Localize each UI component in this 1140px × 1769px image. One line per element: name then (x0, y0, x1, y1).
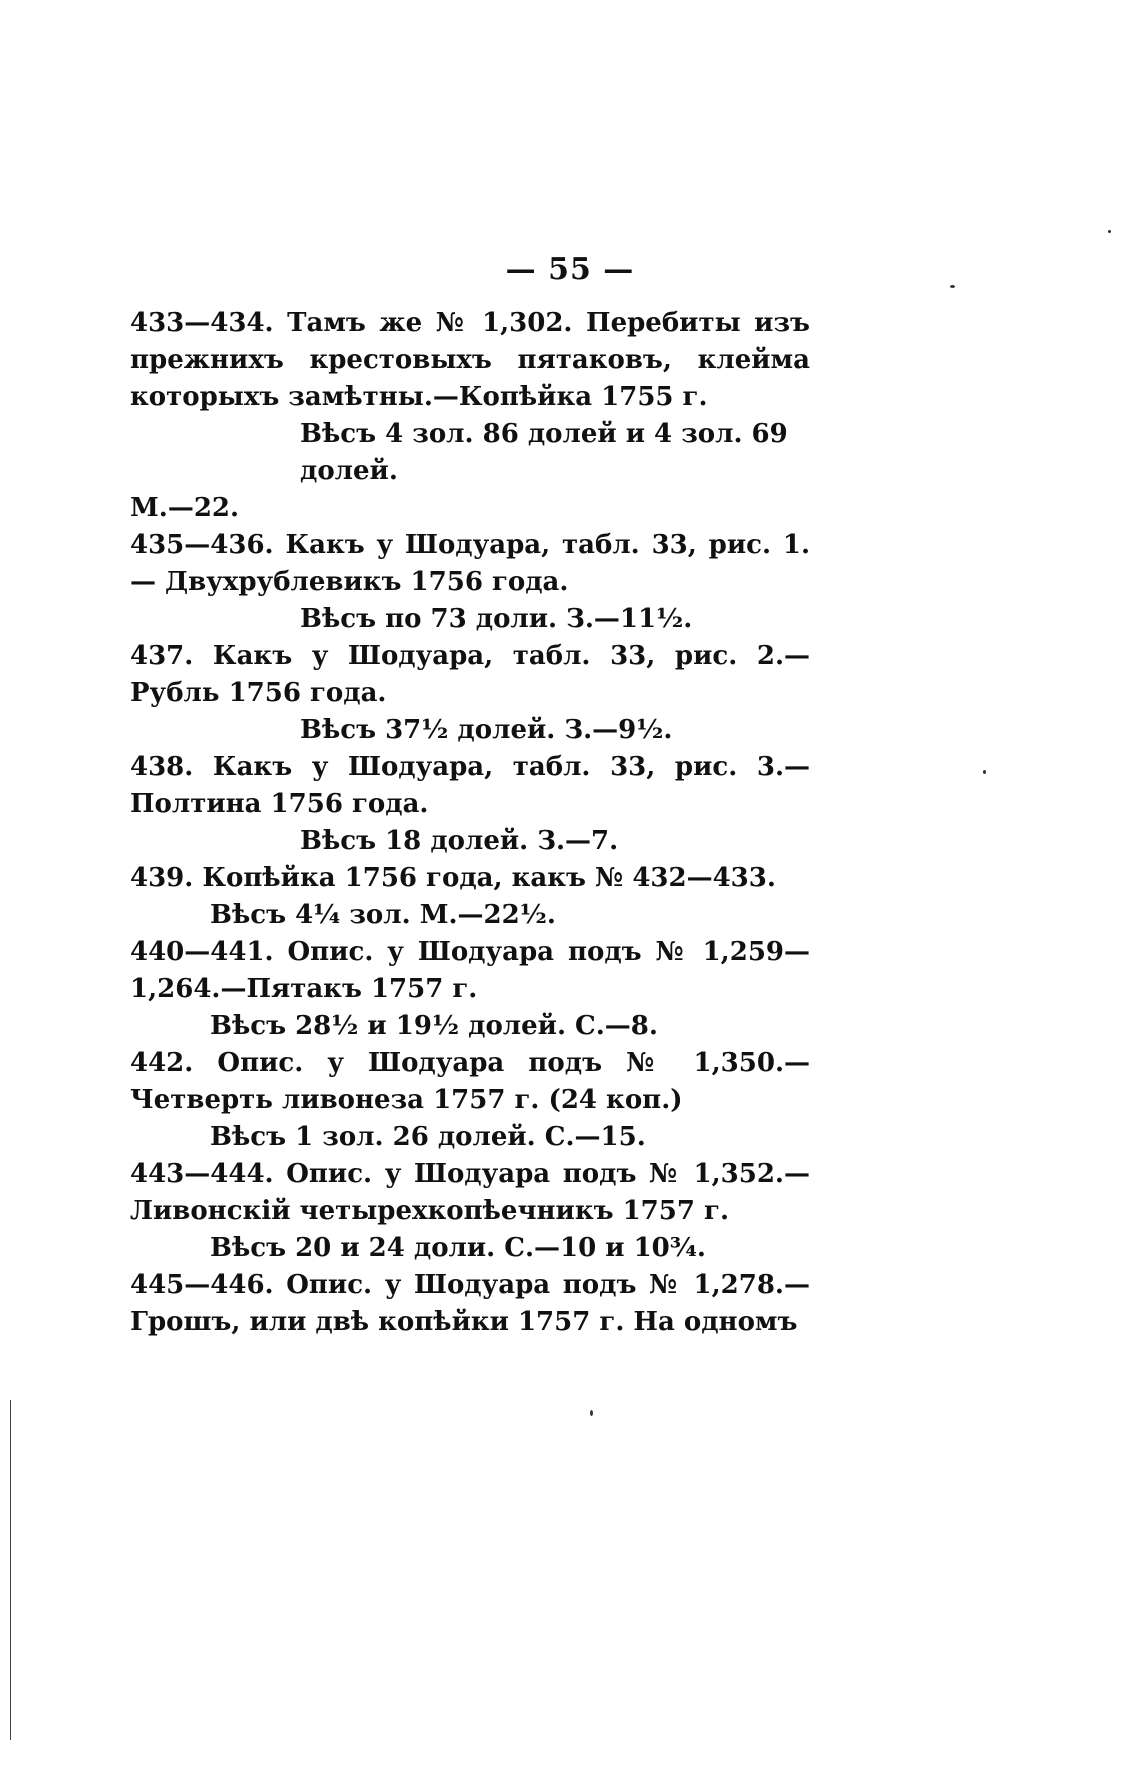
catalog-entry-438 (130, 749, 810, 860)
scan-speck (983, 770, 986, 774)
entry-text: 445—446. Опис. у Шодуара подъ № 1,278.— Грошъ, или двѣ копѣйки 1757 г. На одномъ (130, 1270, 810, 1337)
catalog-entry-443 (130, 1156, 810, 1267)
scan-speck (1108, 230, 1111, 233)
entry-text: 439. Копѣйка 1756 года, какъ № 432—433. (130, 863, 776, 893)
catalog-entry-437 (130, 638, 810, 749)
entry-weight-extra: М.—22. (130, 493, 240, 523)
entry-text: 442. Опис. у Шодуара подъ № 1,350.—Четверть ливонеза 1757 г. (24 коп.) (130, 1048, 810, 1115)
page-number: — 55 — (505, 252, 635, 287)
entry-weight: Вѣсъ 1 зол. 26 долей. С.—15. (210, 1122, 646, 1152)
catalog-entry-442 (130, 1045, 810, 1156)
entry-text: 443—444. Опис. у Шодуара подъ № 1,352.—Ливонскій четырехкопѣечникъ 1757 г. (130, 1159, 810, 1226)
entry-weight: Вѣсъ 20 и 24 доли. С.—10 и 10¾. (210, 1233, 706, 1263)
catalog-entry-433 (130, 305, 810, 527)
catalog-entry-445 (130, 1267, 810, 1341)
entry-weight: Вѣсъ 4 зол. 86 долей и 4 зол. 69 долей. (300, 419, 788, 486)
scan-edge-line (10, 1400, 11, 1740)
catalog-entry-439 (130, 860, 810, 934)
entry-weight: Вѣсъ 4¼ зол. М.—22½. (210, 900, 556, 930)
catalog-entry-435 (130, 527, 810, 638)
entry-text: 438. Какъ у Шодуара, табл. 33, рис. 3.—Полтина 1756 года. (130, 752, 810, 819)
entry-weight: Вѣсъ 28½ и 19½ долей. С.—8. (210, 1011, 658, 1041)
entry-text: 440—441. Опис. у Шодуара подъ № 1,259— 1,264.—Пятакъ 1757 г. (130, 937, 810, 1004)
entry-weight: Вѣсъ 18 долей. З.—7. (300, 826, 619, 856)
catalog-entry-440 (130, 934, 810, 1045)
scan-speck (590, 1410, 593, 1416)
entry-weight: Вѣсъ по 73 доли. З.—11½. (300, 604, 693, 634)
entry-text: 437. Какъ у Шодуара, табл. 33, рис. 2.—Рубль 1756 года. (130, 641, 810, 708)
entry-text: 433—434. Тамъ же № 1,302. Перебиты изъ прежнихъ крестовыхъ пятаковъ, клейма которыхъ замѣтны.—Копѣйка 1755 г. (130, 308, 810, 412)
entry-text: 435—436. Какъ у Шодуара, табл. 33, рис. 1.— Двухрублевикъ 1756 года. (130, 530, 810, 597)
entry-weight: Вѣсъ 37½ долей. З.—9½. (300, 715, 673, 745)
catalog-entries (130, 305, 810, 1341)
scan-speck (950, 285, 955, 288)
